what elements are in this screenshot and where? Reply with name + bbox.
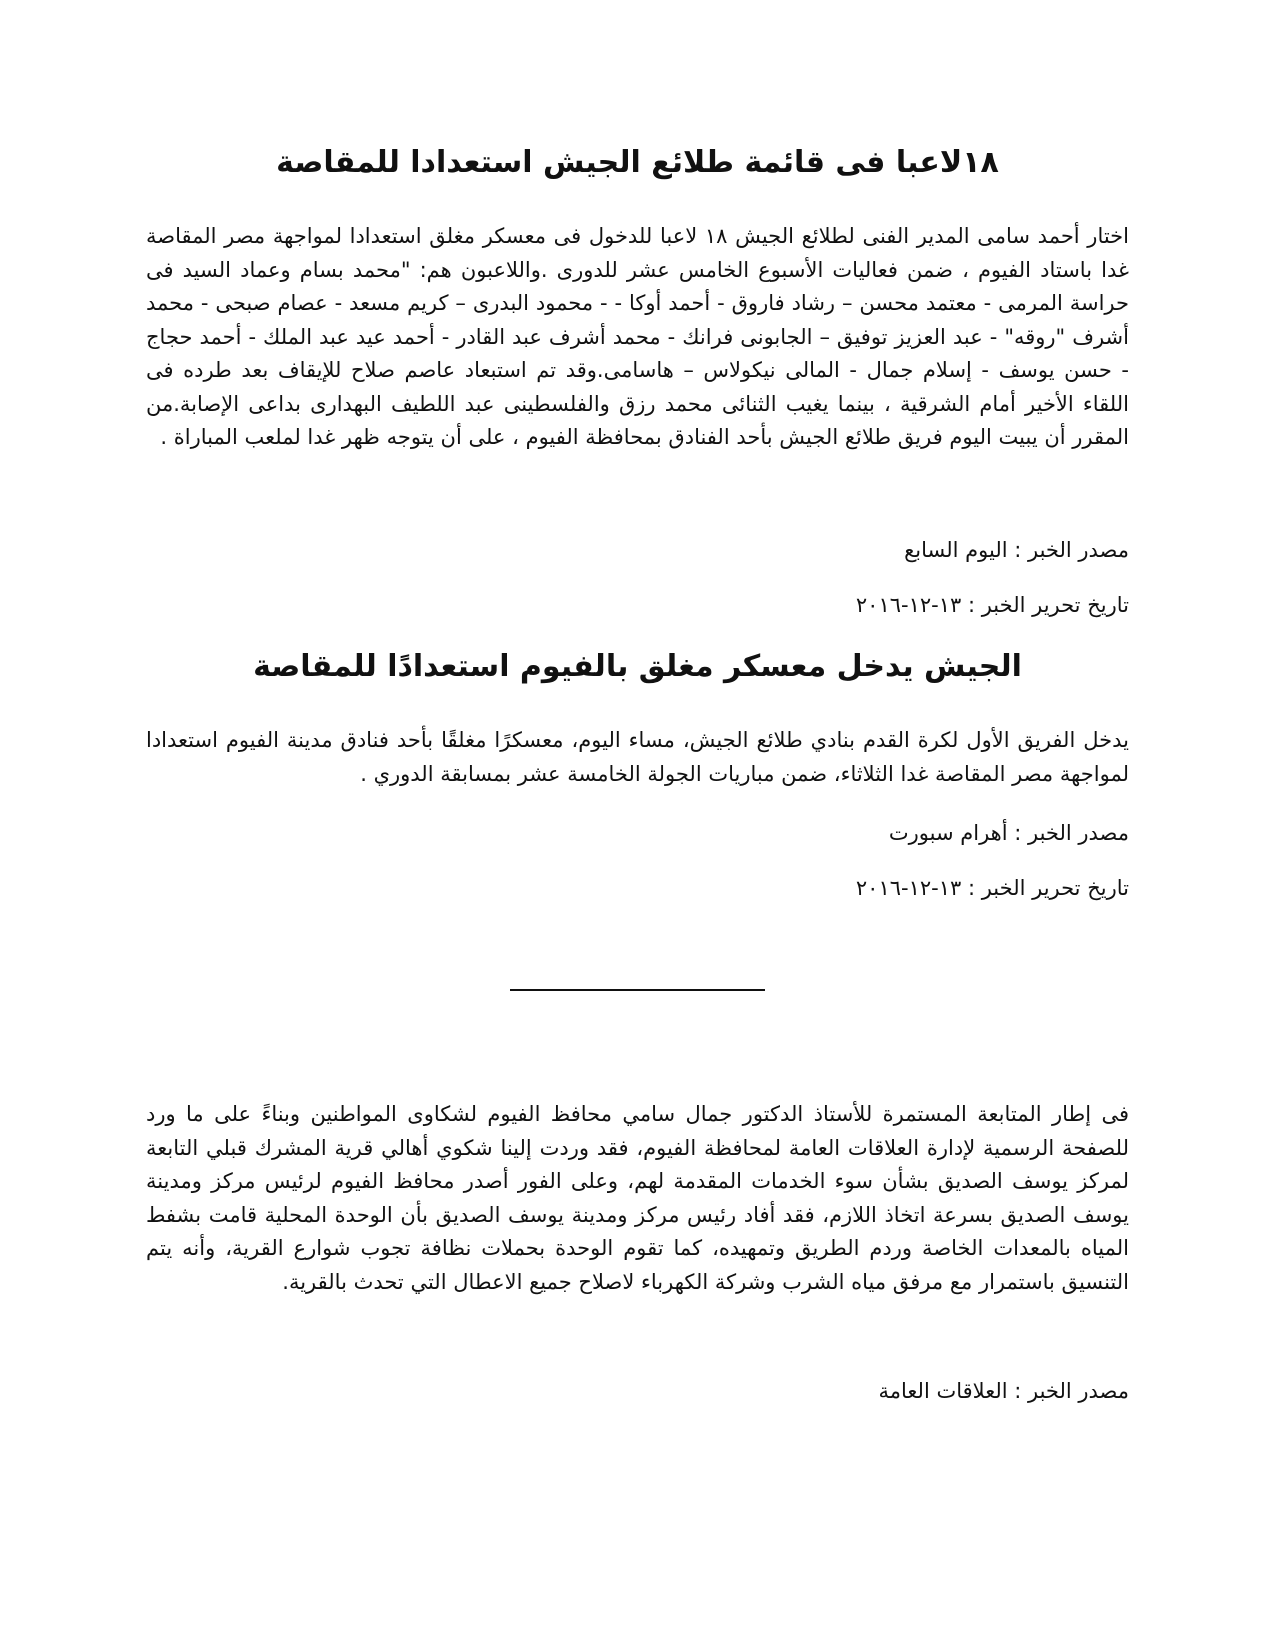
section-divider: [510, 989, 765, 991]
article-2-body: يدخل الفريق الأول لكرة القدم بنادي طلائع الجيش، مساء اليوم، معسكرًا مغلقًا بأحد فنادق مدينة الفيوم استعدادا لمواجهة مصر المقاصة غدا الثلاثاء، ضمن مباريات الجولة الخامسة عشر بمسابقة الدوري .: [146, 728, 1129, 786]
article-2-date: تاريخ تحرير الخبر : ١٣-١٢-٢٠١٦: [855, 876, 1129, 900]
article-2-source: مصدر الخبر : أهرام سبورت: [888, 821, 1129, 845]
article-3-source: مصدر الخبر : العلاقات العامة: [878, 1379, 1129, 1403]
article-2-title: الجيش يدخل معسكر مغلق بالفيوم استعدادًا للمقاصة: [253, 649, 1022, 684]
document-page: [146, 0, 1129, 1650]
article-1-date: تاريخ تحرير الخبر : ١٣-١٢-٢٠١٦: [855, 593, 1129, 617]
article-1-title: ١٨لاعبا فى قائمة طلائع الجيش استعدادا للمقاصة: [276, 145, 999, 180]
article-1-body: اختار أحمد سامى المدير الفنى لطلائع الجيش ١٨ لاعبا للدخول فى معسكر مغلق استعدادا لمواجهة مصر المقاصة غدا باستاد الفيوم ، ضمن فعاليات الأسبوع الخامس عشر للدورى .واللاعبون هم: "محمد بسام وعماد السيد فى حراسة المرمى - معتمد محسن – رشاد فاروق - أحمد أوكا - - محمود البدرى – كريم مسعد - عصام صبحى - محمد أشرف "روقه" - عبد العزيز توفيق – الجابونى فرانك - محمد أشرف عبد القادر - أحمد عيد عبد الملك - أحمد حجاج - حسن يوسف - إسلام جمال - المالى نيكولاس – هاسامى.وقد تم استبعاد عاصم صلاح للإيقاف بعد طرده فى اللقاء الأخير أمام الشرقية ، بينما يغيب الثنائى محمد رزق والفلسطينى عبد اللطيف البهدارى بداعى الإصابة.من المقرر أن يبيت اليوم فريق طلائع الجيش بأحد الفنادق بمحافظة الفيوم ، على أن يتوجه ظهر غدا لملعب المباراة .: [146, 224, 1129, 449]
article-3-body: فى إطار المتابعة المستمرة للأستاذ الدكتور جمال سامي محافظ الفيوم لشكاوى المواطنين وبناءً على ما ورد للصفحة الرسمية لإدارة العلاقات العامة لمحافظة الفيوم، فقد وردت إلينا شكوي أهالي قرية المشرك قبلي التابعة لمركز يوسف الصديق بشأن سوء الخدمات المقدمة لهم، وعلى الفور أصدر محافظ الفيوم لرئيس مركز ومدينة يوسف الصديق بسرعة اتخاذ اللازم، فقد أفاد رئيس مركز ومدينة يوسف الصديق بأن الوحدة المحلية قامت بشفط المياه بالمعدات الخاصة وردم الطريق وتمهيده، كما تقوم الوحدة بحملات نظافة تجوب شوارع القرية، وأنه يتم التنسيق باستمرار مع مرفق مياه الشرب وشركة الكهرباء لاصلاح جميع الاعطال التي تحدث بالقرية.: [146, 1102, 1129, 1294]
article-1-source: مصدر الخبر : اليوم السابع: [904, 538, 1129, 562]
